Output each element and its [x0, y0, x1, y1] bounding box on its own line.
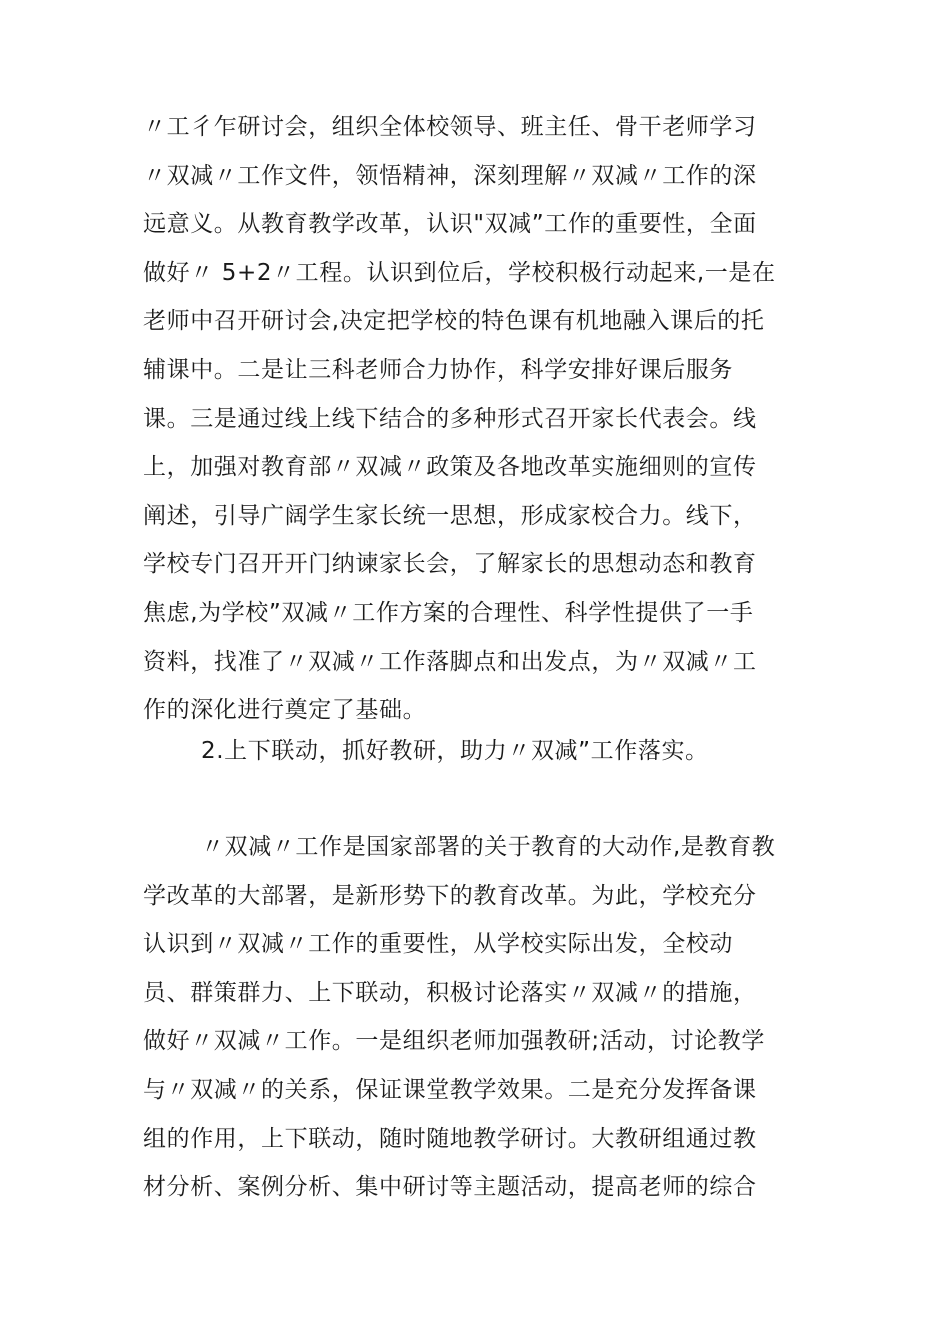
paragraph-line: 焦虑,为学校”双减〃工作方案的合理性、科学性提供了一手	[143, 599, 754, 626]
paragraph-line: 组的作用，上下联动，随时随地教学研讨。大教研组通过教	[143, 1125, 757, 1152]
paragraph-line: 员、群策群力、上下联动，积极讨论落实〃双减〃的措施，	[143, 979, 757, 1006]
paragraph-line: 远意义。从教育教学改革，认识"双减”工作的重要性，全面	[143, 211, 757, 238]
paragraph-line: 学校专门召开开门纳谏家长会，了解家长的思想动态和教育	[143, 551, 757, 578]
paragraph-line: 上，加强对教育部〃双减〃政策及各地改革实施细则的宣传	[143, 454, 757, 481]
paragraph-line: 学改革的大部署，是新形势下的教育改革。为此，学校充分	[143, 882, 757, 909]
paragraph-line: 辅课中。二是让三科老师合力协作，科学安排好课后服务	[143, 356, 733, 383]
paragraph-line: 阐述，引导广阔学生家长统一思想，形成家校合力。线下，	[143, 502, 757, 529]
paragraph-1	[143, 103, 813, 735]
paragraph-line: 〃双减〃工作文件，领悟精神，深刻理解〃双减〃工作的深	[143, 162, 757, 189]
paragraph-line: 与〃双减〃的关系，保证课堂教学效果。二是充分发挥备课	[143, 1076, 757, 1103]
paragraph-2	[143, 823, 813, 1212]
section-heading-text: 2.上下联动，抓好教研，助力〃双减”工作落实。	[201, 738, 709, 764]
paragraph-line: 课。三是通过线上线下结合的多种形式召开家长代表会。线	[143, 405, 757, 432]
paragraph-line: 老师中召开研讨会,决定把学校的特色课有机地融入课后的托	[143, 308, 765, 335]
paragraph-line: 〃双减〃工作是国家部署的关于教育的大动作,是教育教	[201, 834, 776, 860]
paragraph-line: 作的深化进行奠定了基础。	[143, 697, 427, 724]
paragraph-line: 资料，找准了〃双减〃工作落脚点和出发点，为〃双减〃工	[143, 648, 757, 675]
paragraph-line: 做好〃 5+2〃工程。认识到位后，学校积极行动起来,一是在	[143, 259, 776, 286]
paragraph-line: 材分析、案例分析、集中研讨等主题活动，提高老师的综合	[143, 1174, 757, 1201]
paragraph-line: 认识到〃双减〃工作的重要性，从学校实际出发，全校动	[143, 931, 733, 958]
section-heading	[143, 727, 813, 776]
paragraph-line: 〃工彳乍研讨会，组织全体校领导、班主任、骨干老师学习	[143, 114, 757, 140]
paragraph-line: 做好〃双减〃工作。一是组织老师加强教研;活动，讨论教学	[143, 1028, 765, 1055]
